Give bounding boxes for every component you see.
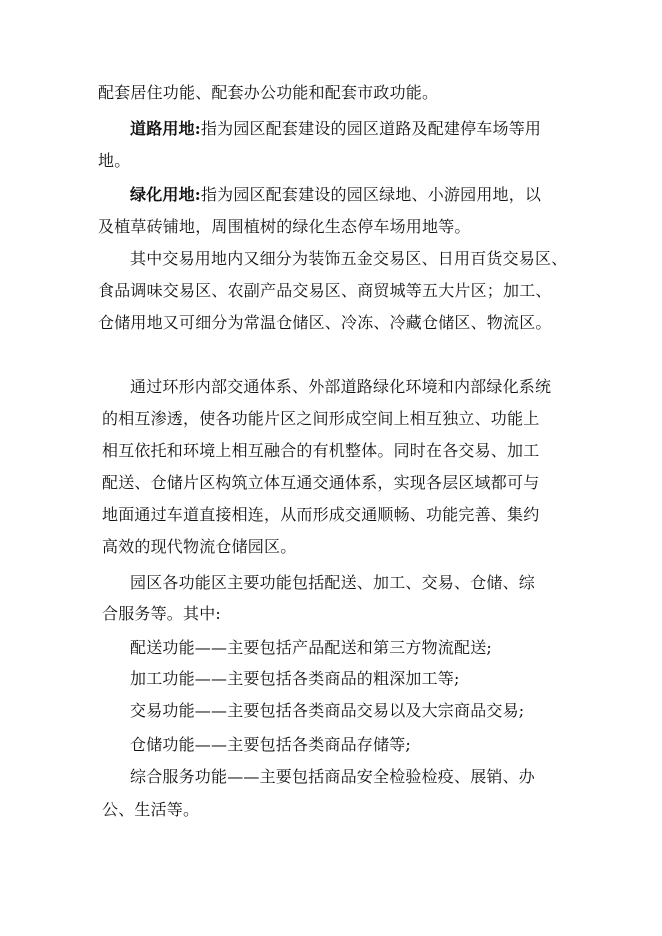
- list-item-storage: 仓储功能——主要包括各类商品存储等;: [130, 735, 411, 754]
- text-line: 园区各功能区主要功能包括配送、加工、交易、仓储、综: [130, 573, 536, 592]
- text-line: 的相互渗透，使各功能片区之间形成空间上相互独立、功能上: [102, 409, 540, 428]
- text-line: 配套居住功能、配套办公功能和配套市政功能。: [98, 83, 439, 102]
- text-line: 及植草砖铺地，周围植树的绿化生态停车场用地等。: [98, 217, 471, 236]
- list-item-processing: 加工功能——主要包括各类商品的粗深加工等;: [130, 669, 460, 688]
- text-line: 仓储用地又可细分为常温仓储区、冷冻、冷藏仓储区、物流区。: [98, 313, 552, 332]
- text-line: 地面通过车道直接相连，从而形成交通顺畅、功能完善、集约: [102, 505, 540, 524]
- text-line: 公、生活等。: [102, 800, 200, 819]
- definition-line-green-land: [130, 184, 541, 206]
- list-item-services: 综合服务功能——主要包括商品安全检验检疫、展销、办: [130, 767, 536, 786]
- definition-text: 指为园区配套建设的园区绿地、小游园用地，以: [200, 185, 542, 204]
- definition-text: 指为园区配套建设的园区道路及配建停车场等用: [200, 119, 542, 138]
- list-item-trading: 交易功能——主要包括各类商品交易以及大宗商品交易;: [130, 701, 525, 720]
- text-line: 相互依托和环境上相互融合的有机整体。同时在各交易、加工: [102, 441, 540, 460]
- text-line: 食品调味交易区、农副产品交易区、商贸城等五大片区；加工、: [98, 281, 552, 300]
- text-line: 地。: [98, 151, 131, 170]
- text-line: 合服务等。其中:: [102, 604, 221, 623]
- term-road-land: 道路用地:: [130, 119, 201, 138]
- term-green-land: 绿化用地:: [130, 185, 201, 204]
- text-line: 其中交易用地内又细分为装饰五金交易区、日用百货交易区、: [130, 249, 568, 268]
- list-item-delivery: 配送功能——主要包括产品配送和第三方物流配送;: [130, 638, 492, 657]
- text-line: 通过环形内部交通体系、外部道路绿化环境和内部绿化系统: [130, 377, 552, 396]
- definition-line-road-land: [130, 118, 541, 140]
- text-line: 高效的现代物流仓储园区。: [102, 537, 297, 556]
- text-line: 配送、仓储片区构筑立体互通交通体系，实现各层区域都可与: [102, 473, 540, 492]
